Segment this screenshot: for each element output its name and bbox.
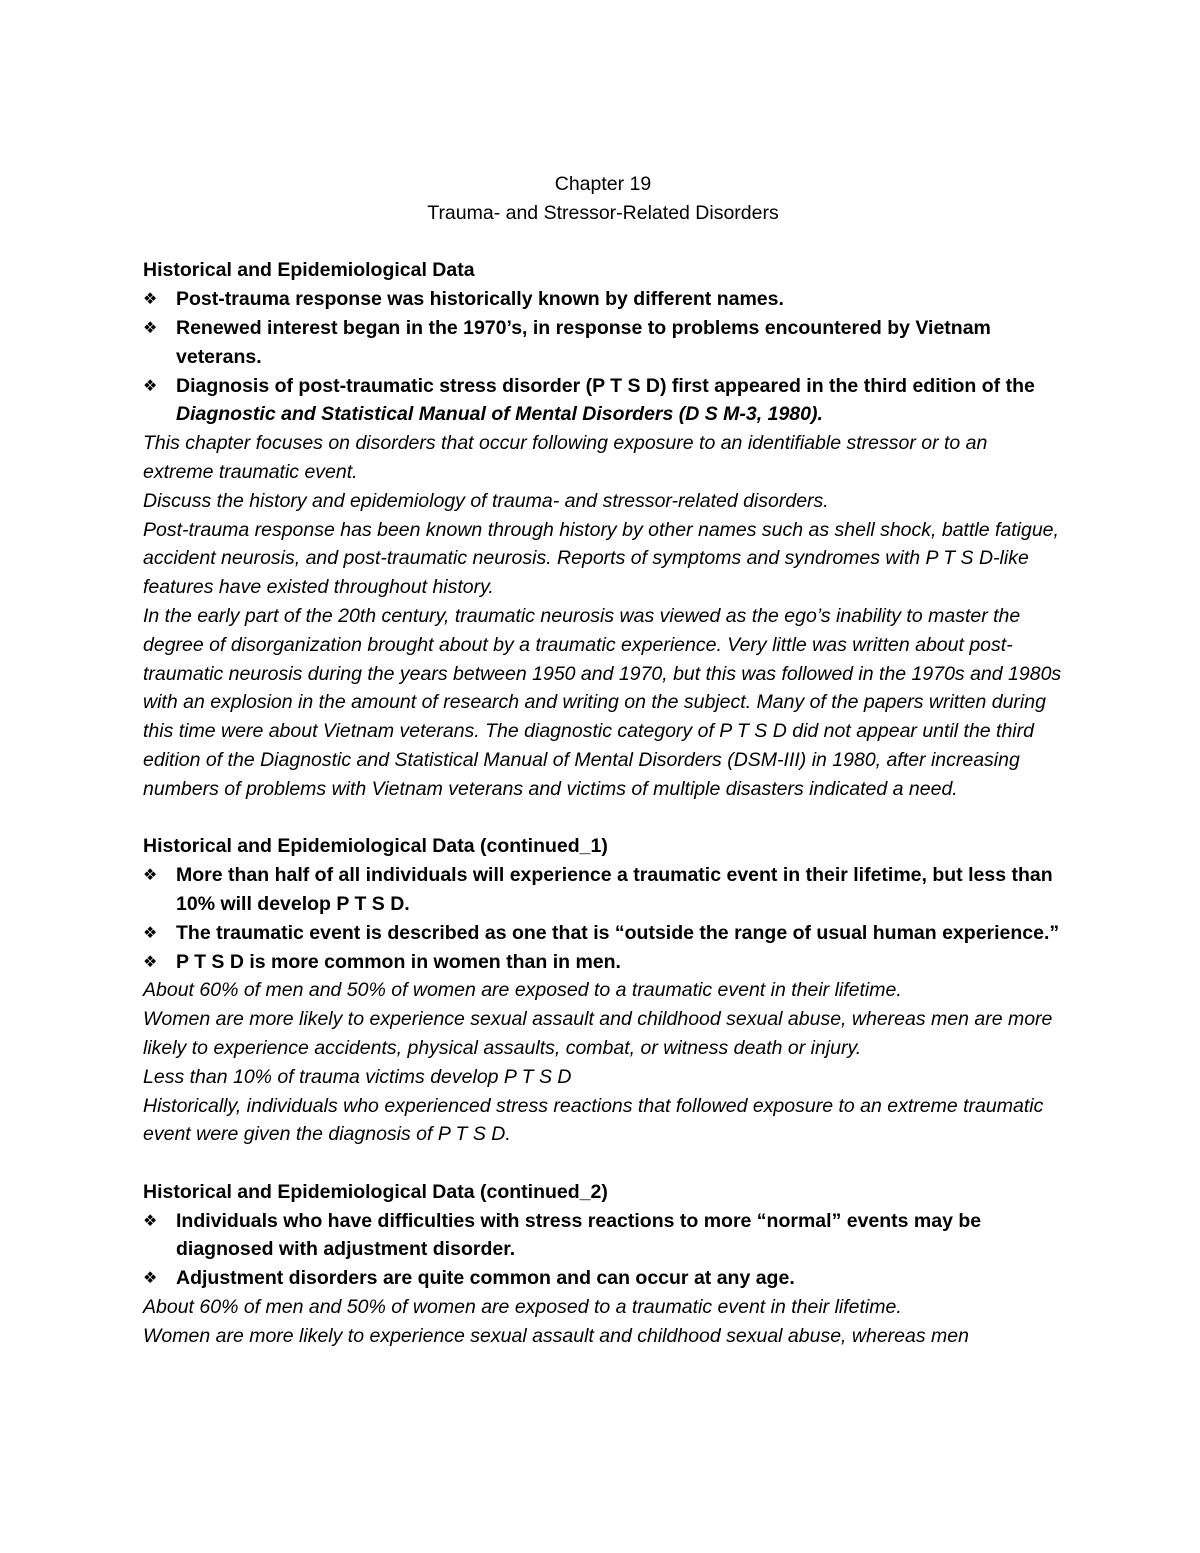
bullet-text: The traumatic event is described as one that is “outside the range of usual human experience.” xyxy=(176,921,1060,944)
speaker-note: This chapter focuses on disorders that occur following exposure to an identifiable stressor or to an extreme traumatic event. xyxy=(143,432,988,483)
speaker-note: About 60% of men and 50% of women are exposed to a traumatic event in their lifetime. xyxy=(143,1296,902,1319)
bullet-text: Renewed interest began in the 1970’s, in response to problems encountered by Vietnam veterans. xyxy=(176,316,991,368)
speaker-note: In the early part of the 20th century, traumatic neurosis was viewed as the ego’s inability to master the degree of disorganization brought about by a traumatic experience. Very little was written about post-traumatic neurosis during the years between 1950 and 1970, but this was followed in the 1970s and 1980s with an explosion in the amount of research and writing on the subject. Many of the papers written during this time were about Vietnam veterans. The diagnostic category of P T S D did not appear until the third edition of the Diagnostic and Statistical Manual of Mental Disorders (DSM-III) in 1980, after increasing numbers of problems with Vietnam veterans and victims of multiple disasters indicated a need. xyxy=(143,604,1062,800)
bullet-text: More than half of all individuals will experience a traumatic event in their lifetime, but less than 10% will develop P T S D. xyxy=(176,864,1053,915)
section-heading: Historical and Epidemiological Data (continued_1) xyxy=(143,835,608,858)
speaker-note: Women are more likely to experience sexual assault and childhood sexual abuse, whereas men are more likely to experience accidents, physical assaults, combat, or witness death or injury. xyxy=(143,1008,1053,1059)
speaker-note: Women are more likely to experience sexual assault and childhood sexual abuse, whereas men xyxy=(143,1324,969,1347)
bullet-text: Adjustment disorders are quite common and can occur at any age. xyxy=(176,1267,795,1290)
speaker-note: Discuss the history and epidemiology of trauma- and stressor-related disorders. xyxy=(143,489,829,512)
section xyxy=(143,832,1063,1149)
spacer xyxy=(143,1149,1063,1178)
diamond-bullet-icon: ❖ xyxy=(143,1210,158,1230)
section-heading: Historical and Epidemiological Data (continued_2) xyxy=(143,1180,608,1203)
bullet-item xyxy=(143,919,1063,948)
spacer xyxy=(143,228,1063,257)
bullet-item xyxy=(143,861,1063,919)
diamond-bullet-icon: ❖ xyxy=(143,375,158,395)
bullet-item xyxy=(143,314,1063,372)
section-heading: Historical and Epidemiological Data xyxy=(143,259,475,282)
bullet-list xyxy=(143,285,1063,429)
diamond-bullet-icon: ❖ xyxy=(143,1268,158,1288)
diamond-bullet-icon: ❖ xyxy=(143,317,158,337)
diamond-bullet-icon: ❖ xyxy=(143,922,158,942)
section xyxy=(143,1178,1063,1351)
bullet-text: P T S D is more common in women than in men. xyxy=(176,950,621,973)
chapter-number: Chapter 19 xyxy=(554,173,652,195)
bullet-item xyxy=(143,372,1063,430)
speaker-note: Post-trauma response has been known through history by other names such as shell shock, battle fatigue, accident neurosis, and post-traumatic neurosis. Reports of symptoms and syndromes with P T S D-like features have existed throughout history. xyxy=(143,518,1059,599)
speaker-note: About 60% of men and 50% of women are exposed to a traumatic event in their lifetime. xyxy=(143,979,902,1002)
chapter-title: Trauma- and Stressor-Related Disorders xyxy=(427,201,779,224)
bullet-text: Diagnosis of post-traumatic stress disorder (P T S D) first appeared in the third edition of the xyxy=(176,374,1035,397)
bullet-list xyxy=(143,861,1063,976)
spacer xyxy=(143,804,1063,833)
speaker-note: Historically, individuals who experienced stress reactions that followed exposure to an extreme traumatic event were given the diagnosis of P T S D. xyxy=(143,1094,1044,1146)
bullet-item xyxy=(143,948,1063,977)
bullet-item xyxy=(143,1264,1063,1293)
section xyxy=(143,256,1063,803)
bullet-text: Individuals who have difficulties with stress reactions to more “normal” events may be diagnosed with adjustment disorder. xyxy=(176,1209,982,1261)
bullet-item xyxy=(143,1207,1063,1265)
diamond-bullet-icon: ❖ xyxy=(143,951,158,971)
diamond-bullet-icon: ❖ xyxy=(143,289,158,309)
bullet-list xyxy=(143,1207,1063,1293)
diamond-bullet-icon: ❖ xyxy=(143,865,158,885)
bullet-item xyxy=(143,285,1063,314)
speaker-note: Less than 10% of trauma victims develop P T S D xyxy=(143,1065,572,1088)
bullet-text: Post-trauma response was historically known by different names. xyxy=(176,288,784,311)
document-body xyxy=(143,170,1063,1351)
bullet-text-italic: Diagnostic and Statistical Manual of Mental Disorders (D S M-3, 1980). xyxy=(176,403,823,426)
